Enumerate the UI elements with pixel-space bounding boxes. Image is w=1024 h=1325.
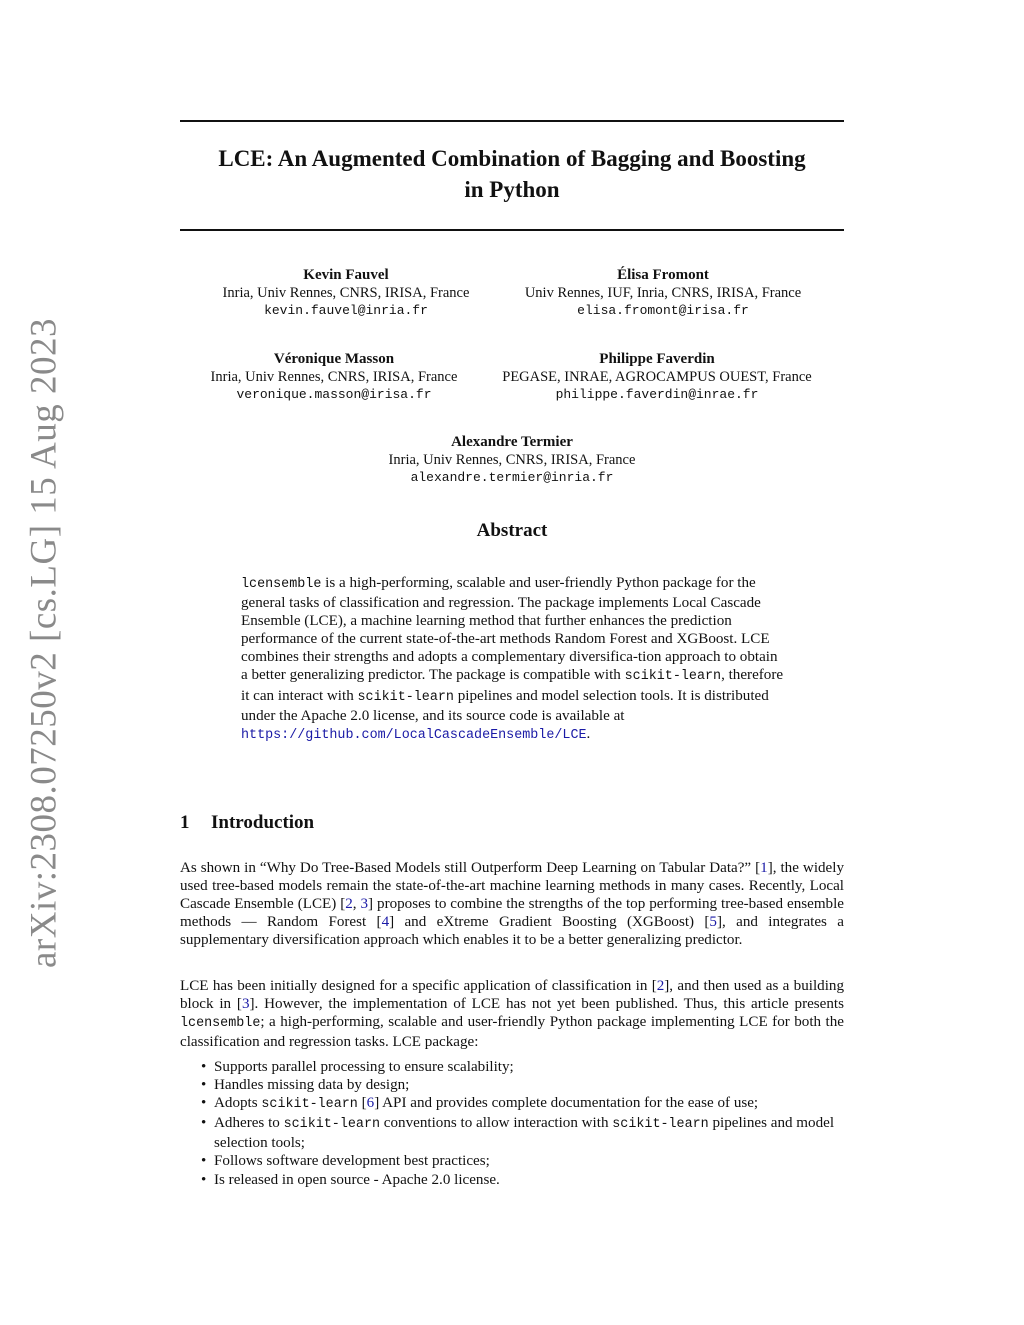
paragraph-text: ,	[352, 896, 361, 913]
abstract-text-segment: is a high-performing, scalable and user-friendly Python package for the general tasks of classification and regression. The package implements Local Cascade Ensemble (LCE), a machine learning method that further enhances the prediction performance of the current state-of-the-art methods Random Forest and XGBoost. LCE combines their strengths and adopts a complementary diversifica-tion approach to obtain a better generalizing predictor. The package is compatible with	[241, 575, 778, 684]
title-line-2: in Python	[464, 177, 560, 202]
paragraph-text: LCE has been initially designed for a specific application of classification in [	[180, 978, 657, 994]
author-affiliation: Inria, Univ Rennes, CNRS, IRISA, France	[222, 285, 470, 301]
arxiv-identifier-text: arXiv:2308.07250v2 [cs.LG] 15 Aug 2023	[23, 318, 65, 968]
author-affiliation: Univ Rennes, IUF, Inria, CNRS, IRISA, France	[524, 285, 802, 301]
author-name: Philippe Faverdin	[599, 351, 715, 367]
citation-link[interactable]: 1	[760, 860, 768, 876]
list-item	[180, 1152, 844, 1170]
list-item	[180, 1058, 844, 1076]
package-name-code: lcensemble	[180, 1016, 261, 1032]
author-block	[352, 433, 672, 487]
citation-link[interactable]: 3	[360, 896, 369, 913]
scikit-learn-code: scikit-learn	[357, 689, 454, 705]
bullet-icon: •	[201, 1153, 207, 1170]
title-bottom-rule	[180, 229, 844, 231]
abstract-text-segment: , therefore it can interact with	[241, 667, 784, 704]
author-name: Élisa Fromont	[617, 267, 709, 283]
abstract-heading: Abstract	[476, 520, 548, 541]
author-block	[490, 350, 824, 404]
abstract-text-segment: pipelines and model selection tools. It is distributed under the Apache 2.0 license, and its source code is available at	[241, 687, 769, 724]
list-item-text: Adheres to	[214, 1115, 284, 1132]
list-item-text: pipelines and model selection tools;	[214, 1115, 835, 1152]
citation-link[interactable]: 2	[656, 978, 665, 994]
citation-link[interactable]: 3	[241, 996, 250, 1013]
title-top-rule	[180, 120, 844, 122]
section-heading-introduction	[180, 812, 314, 834]
paragraph-text: ], the widely used tree-based models remain the state-of-the-art machine learning methods in many cases. Recently, Local Cascade Ensemble (LCE) [	[180, 860, 845, 913]
section-number: 1	[180, 812, 190, 833]
author-affiliation: Inria, Univ Rennes, CNRS, IRISA, France	[388, 452, 636, 468]
list-item	[180, 1094, 844, 1114]
list-item-text: Follows software development best practices;	[214, 1153, 490, 1170]
author-email[interactable]: philippe.faverdin@inrae.fr	[555, 387, 759, 402]
citation-link[interactable]: 6	[366, 1095, 375, 1112]
paragraph-text: ; a high-performing, scalable and user-friendly Python package implementing LCE for both the classification and regression tasks. LCE package:	[180, 1014, 844, 1051]
bullet-icon: •	[201, 1171, 207, 1188]
list-item-text: Is released in open source - Apache 2.0 license.	[214, 1171, 500, 1188]
author-email[interactable]: alexandre.termier@inria.fr	[410, 470, 614, 485]
author-name: Alexandre Termier	[451, 434, 573, 450]
list-item-text: ] API and provides complete documentation for the ease of use;	[374, 1095, 759, 1112]
paragraph-text: ]. However, the implementation of LCE has not yet been published. Thus, this article presents	[249, 996, 844, 1013]
author-block	[190, 266, 502, 320]
list-item	[180, 1114, 844, 1152]
list-item-text: conventions to allow interaction with	[380, 1115, 613, 1132]
author-name: Véronique Masson	[273, 351, 395, 367]
list-item-text: Adopts	[214, 1095, 262, 1112]
paper-title	[180, 143, 844, 205]
bullet-icon: •	[201, 1095, 207, 1112]
title-line-1: LCE: An Augmented Combination of Bagging and Boosting	[218, 146, 806, 171]
paragraph-text: ] and eXtreme Gradient Boosting (XGBoost) [	[389, 914, 710, 931]
author-affiliation: Inria, Univ Rennes, CNRS, IRISA, France	[210, 369, 458, 385]
author-email[interactable]: kevin.fauvel@inria.fr	[264, 303, 428, 318]
scikit-learn-code: scikit-learn	[624, 669, 722, 685]
list-item-text: Supports parallel processing to ensure scalability;	[214, 1059, 514, 1075]
feature-list	[180, 1058, 844, 1189]
paragraph-text: As shown in “Why Do Tree-Based Models still Outperform Deep Learning on Tabular Data?” [	[180, 860, 761, 876]
author-block	[178, 350, 490, 404]
section-title: Introduction	[211, 812, 315, 833]
author-email[interactable]: elisa.fromont@irisa.fr	[577, 303, 749, 318]
intro-paragraph-1	[180, 859, 844, 949]
scikit-learn-code: scikit-learn	[261, 1097, 358, 1113]
abstract-text-segment: .	[586, 725, 591, 742]
bullet-icon: •	[201, 1115, 207, 1132]
scikit-learn-code: scikit-learn	[612, 1117, 709, 1133]
bullet-icon: •	[201, 1077, 207, 1094]
author-name: Kevin Fauvel	[303, 267, 389, 283]
paragraph-text: ] proposes to combine the strengths of the top performing tree-based ensemble methods — Random Forest [	[180, 896, 844, 931]
citation-link[interactable]: 2	[345, 896, 353, 913]
bullet-icon: •	[201, 1059, 207, 1075]
intro-paragraph-2	[180, 977, 844, 1051]
citation-link[interactable]: 5	[709, 914, 717, 931]
github-repo-link[interactable]: https://github.com/LocalCascadeEnsemble/LCE	[241, 727, 587, 743]
author-email[interactable]: veronique.masson@irisa.fr	[236, 387, 432, 402]
paragraph-text: ], and then used as a building block in [	[180, 978, 844, 1013]
package-name-code: lcensemble	[241, 577, 322, 592]
author-affiliation: PEGASE, INRAE, AGROCAMPUS OUEST, France	[502, 369, 812, 385]
scikit-learn-code: scikit-learn	[283, 1117, 381, 1133]
author-block	[502, 266, 824, 320]
list-item-text: [	[357, 1095, 367, 1112]
list-item	[180, 1171, 844, 1189]
list-item	[180, 1076, 844, 1094]
list-item-text: Handles missing data by design;	[214, 1077, 410, 1094]
abstract-body	[241, 574, 785, 745]
citation-link[interactable]: 4	[381, 914, 390, 931]
paragraph-text: ], and integrates a supplementary diversification approach which enables it to be a better generalizing predictor.	[180, 914, 844, 949]
